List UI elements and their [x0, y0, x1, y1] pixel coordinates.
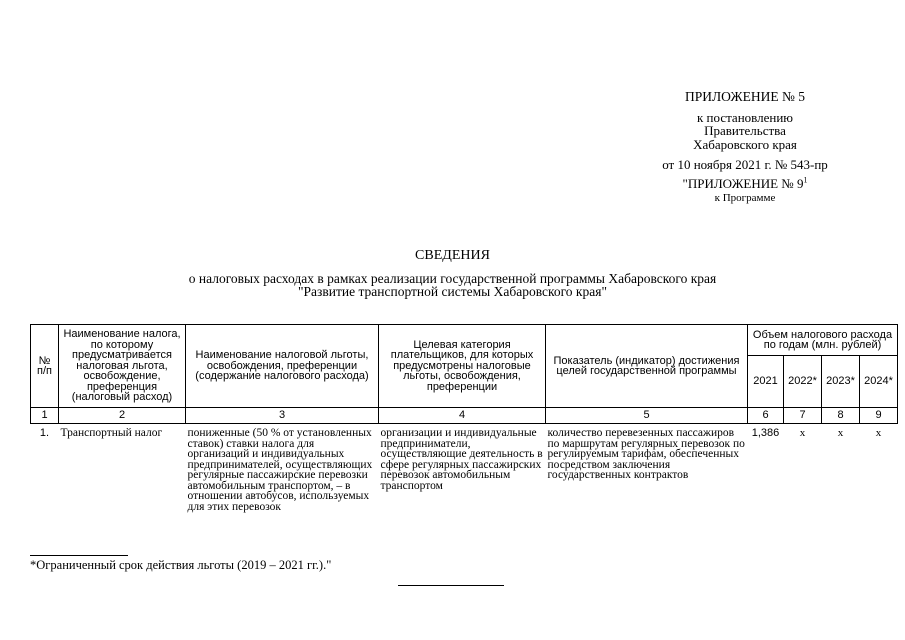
row-benefit: пониженные (50 % от установленных ставок) ставки налога для организаций и индивидуальных предпринимателей, осуществляющих регулярные пассажирские перевозки автомобильным транспортом, – в отношении автобусов, используемых для этих перевозок	[187, 427, 373, 513]
header-number: № п/п	[31, 325, 59, 408]
header-year-2021: 2021	[748, 356, 784, 408]
row-number: 1.	[39, 427, 50, 439]
appendix-line-4: от 10 ноября 2021 г. № 543-пр	[662, 157, 828, 172]
column-number: 2	[59, 408, 186, 424]
row-category: организации и индивидуальные предприниматели, осуществляющие деятельность в сфере регулярных пассажирских перевозок автомобильным транспортом	[380, 427, 543, 492]
appendix-line-1: к постановлению	[696, 109, 794, 125]
column-number: 6	[748, 408, 784, 424]
header-year-2024: 2024*	[860, 356, 898, 408]
appendix-line-5-text: "ПРИЛОЖЕНИЕ № 9	[682, 175, 804, 191]
document-subtitle-line-1: о налоговых расходах в рамках реализации государственной программы Хабаровского края	[188, 271, 717, 286]
row-value-2024: х	[875, 427, 882, 439]
row-tax-name: Транспортный налог	[60, 427, 163, 439]
column-number: 5	[546, 408, 748, 424]
appendix-title: ПРИЛОЖЕНИЕ № 5	[684, 89, 806, 104]
table-header-row	[31, 325, 898, 356]
header-target-category: Целевая категория плательщиков, для которых предусмотрены налоговые льготы, освобождения, преференции	[379, 325, 546, 408]
footnote-separator	[30, 555, 128, 556]
closing-line	[398, 585, 504, 586]
appendix-line-2: Правительства	[704, 123, 786, 138]
appendix-line-5	[600, 177, 890, 191]
header-indicator: Показатель (индикатор) достижения целей государственной программы	[546, 325, 748, 408]
appendix-line-6: к Программе	[714, 192, 776, 204]
document-title: СВЕДЕНИЯ	[415, 248, 490, 263]
column-number: 1	[31, 408, 59, 424]
header-tax-name: Наименование налога, по которому предусматривается налоговая льгота, освобождение, преференция (налоговый расход)	[59, 325, 186, 408]
row-value-2021: 1,386	[751, 427, 780, 439]
footnote: *Ограниченный срок действия льготы (2019 – 2021 гг.)."	[30, 558, 332, 572]
document-subtitle-line-2: "Развитие транспортной системы Хабаровского края"	[298, 284, 607, 299]
column-number: 3	[186, 408, 379, 424]
row-value-2022: х	[799, 427, 806, 439]
appendix-header	[600, 90, 890, 206]
column-number: 9	[860, 408, 898, 424]
row-indicator: количество перевезенных пассажиров по маршрутам регулярных перевозок по регулируемым тарифам, обеспеченных посредством заключения государственных контрактов	[547, 427, 745, 481]
appendix-line-5-superscript: 1	[803, 175, 808, 185]
header-volume-group: Объем налогового расхода по годам (млн. рублей)	[748, 325, 898, 356]
header-year-2022: 2022*	[784, 356, 822, 408]
column-number: 8	[822, 408, 860, 424]
table-column-numbers-row	[31, 408, 898, 424]
tax-expenditure-table	[30, 324, 898, 513]
column-number: 7	[784, 408, 822, 424]
header-year-2023: 2023*	[822, 356, 860, 408]
column-number: 4	[379, 408, 546, 424]
document-subtitle	[0, 272, 905, 298]
row-value-2023: х	[837, 427, 844, 439]
table-row	[31, 424, 898, 514]
header-benefit-name: Наименование налоговой льготы, освобождения, преференции (содержание налогового расхода)	[186, 325, 379, 408]
appendix-line-3: Хабаровского края	[693, 136, 797, 152]
